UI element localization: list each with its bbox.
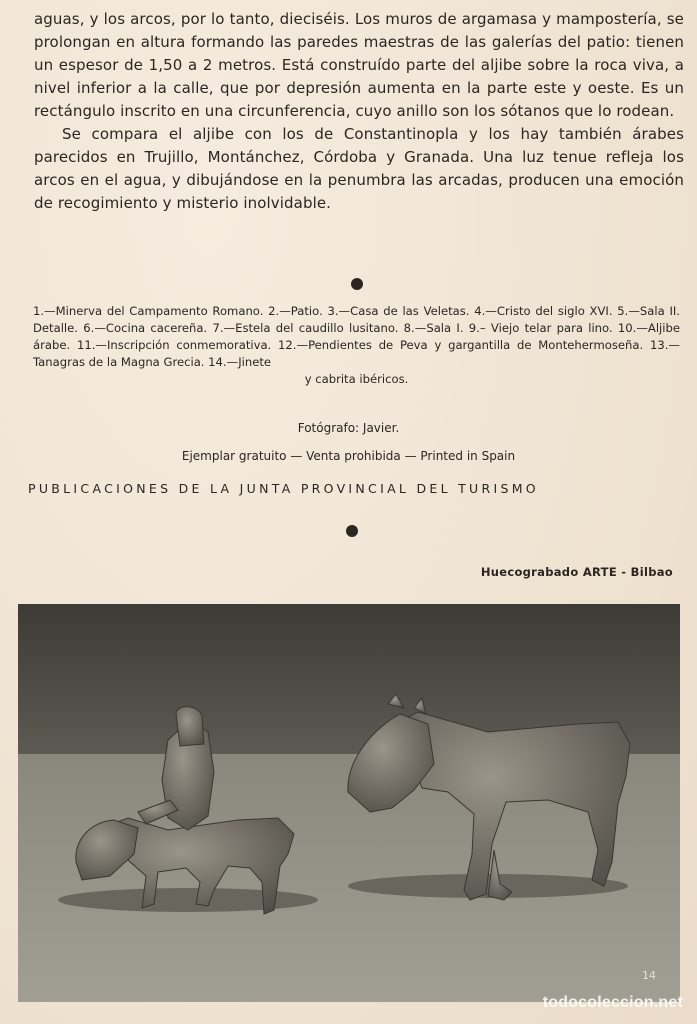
printer-credit: Huecograbado ARTE - Bilbao xyxy=(480,565,673,579)
photo-image xyxy=(18,604,680,1002)
bullet-ornament-top xyxy=(351,278,363,290)
paragraph-2: Se compara el aljibe con los de Constantinopla y los hay también árabes parecidos en Trujillo, Montánchez, Córdoba y Granada. Una luz tenue refleja los arcos en el agua, y dibujándose en la penumbra las arcadas, producen una emoción de recogimiento y misterio inolvidable. xyxy=(34,125,684,212)
photo-captions xyxy=(33,303,680,388)
photo-iberian-figures xyxy=(18,604,680,1002)
distribution-note: Ejemplar gratuito — Venta prohibida — Printed in Spain xyxy=(181,449,516,463)
photo-number: 14 xyxy=(642,969,656,982)
captions-last-line: y cabrita ibéricos. xyxy=(304,372,409,386)
body-text xyxy=(34,8,684,215)
captions-list: 1.—Minerva del Campamento Romano. 2.—Patio. 3.—Casa de las Veletas. 4.—Cristo del siglo XVI. 5.—Sala II. Detalle. 6.—Cocina cacereña. 7.—Estela del caudillo lusitano. 8.—Sala I. 9.– Viejo telar para lino. 10.—Aljibe árabe. 11.—Inscripción conmemorativa. 12.—Pendientes de Peva y gargantilla de Montehermoseña. 13.—Tanagras de la Magna Grecia. 14.—Jinete xyxy=(33,304,680,369)
photographer-credit: Fotógrafo: Javier. xyxy=(297,421,400,435)
publisher-line: PUBLICACIONES DE LA JUNTA PROVINCIAL DEL TURISMO xyxy=(28,481,539,496)
paragraph-1: aguas, y los arcos, por lo tanto, dieciséis. Los muros de argamasa y mampostería, se prolongan en altura formando las paredes maestras de las galerías del patio: tienen un espesor de 1,50 a 2 metros. Está construído parte del aljibe sobre la roca viva, a nivel inferior a la calle, que por depresión aumenta en la parte este y oeste. Es un rectángulo inscrito en una circunferencia, cuyo anillo son los sótanos que lo rodean. xyxy=(34,10,684,120)
watermark: todocoleccion.net xyxy=(542,994,683,1011)
bullet-ornament-bottom xyxy=(346,525,358,537)
